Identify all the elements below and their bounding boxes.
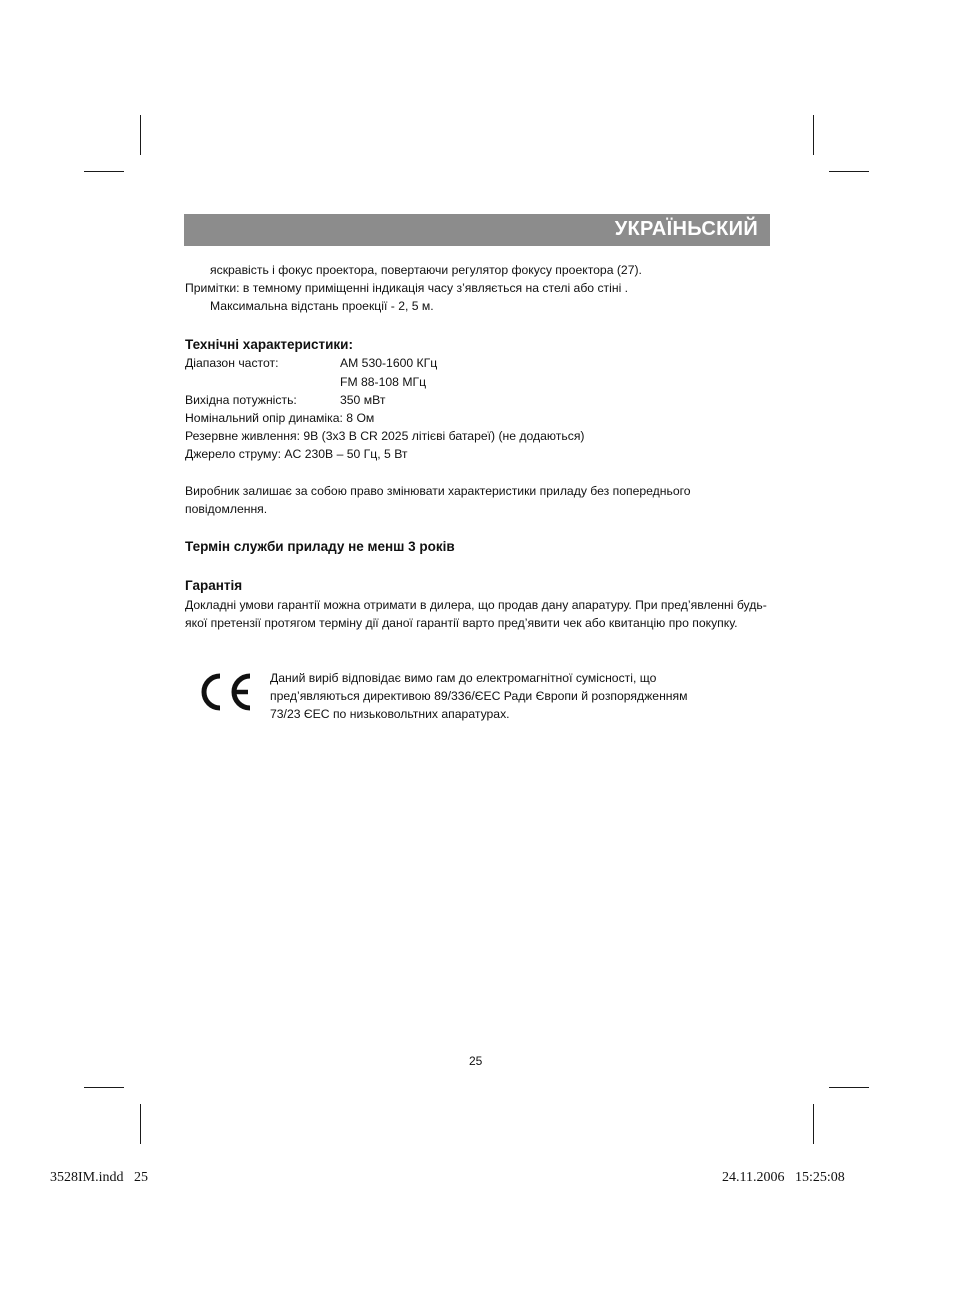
crop-mark-bottom-right-vertical: [813, 1104, 814, 1144]
crop-mark-top-right-horizontal: [829, 171, 869, 172]
footer-file: 3528IM.indd 25: [50, 1170, 148, 1185]
footer-datetime: 24.11.2006 15:25:08: [722, 1170, 845, 1185]
service-life: Термін служби приладу не менш 3 років: [185, 539, 455, 554]
crop-mark-top-right-vertical: [813, 115, 814, 155]
intro-line-3: Максимальна відстань проекції - 2, 5 м.: [210, 299, 434, 313]
intro-line-2: Примітки: в темному приміщенні індикація часу з’являється на стелі або стіні .: [185, 281, 629, 295]
impedance-line: Номінальний опір динаміка: 8 Ом: [185, 411, 375, 425]
crop-mark-bottom-left-vertical: [140, 1104, 141, 1144]
freq-fm-value: FM 88-108 МГц: [340, 375, 427, 389]
language-title: УКРАЇНЬСКИЙ: [614, 218, 758, 240]
page-number: 25: [469, 1054, 483, 1068]
freq-am-value: AM 530-1600 КГц: [340, 356, 438, 370]
ce-text-line-3: 73/23 ЄЕС по низьковольтних апаратурах.: [270, 707, 510, 721]
crop-mark-bottom-left-horizontal: [84, 1087, 124, 1088]
ce-text-line-1: Даний виріб відповідає вимо гам до електромагнітної сумісності, що: [270, 671, 657, 685]
ce-mark-icon: [200, 672, 256, 712]
power-supply-line: Джерело струму: AC 230В – 50 Гц, 5 Вт: [185, 447, 408, 461]
warranty-text: Докладні умови гарантії можна отримати в дилера, що продав дану апаратуру. При пред’явленні будь-якої претензії протягом терміну дії даної гарантії варто пред’явити чек або квитанцію про покупку.: [185, 598, 767, 630]
backup-power-line: Резервне живлення: 9В (3x3 В CR 2025 літієві батареї) (не додаються): [185, 429, 585, 443]
warranty-heading: Гарантія: [185, 578, 243, 593]
language-banner: [184, 214, 770, 246]
power-label: Вихідна потужність:: [185, 393, 297, 407]
ce-text-line-2: пред’являються директивою 89/336/ЄЕС Ради Європи й розпорядженням: [270, 689, 688, 703]
manufacturer-notice: Виробник залишає за собою право змінювати характеристики приладу без попереднього повідомлення.: [185, 484, 691, 516]
freq-label: Діапазон частот:: [185, 356, 279, 370]
crop-mark-bottom-right-horizontal: [829, 1087, 869, 1088]
specs-heading: Технічні характеристики:: [185, 337, 353, 352]
intro-line-1: яскравість і фокус проектора, повертаючи регулятор фокусу проектора (27).: [210, 263, 642, 277]
power-value: 350 мВт: [340, 393, 386, 407]
crop-mark-top-left-horizontal: [84, 171, 124, 172]
crop-mark-top-left-vertical: [140, 115, 141, 155]
